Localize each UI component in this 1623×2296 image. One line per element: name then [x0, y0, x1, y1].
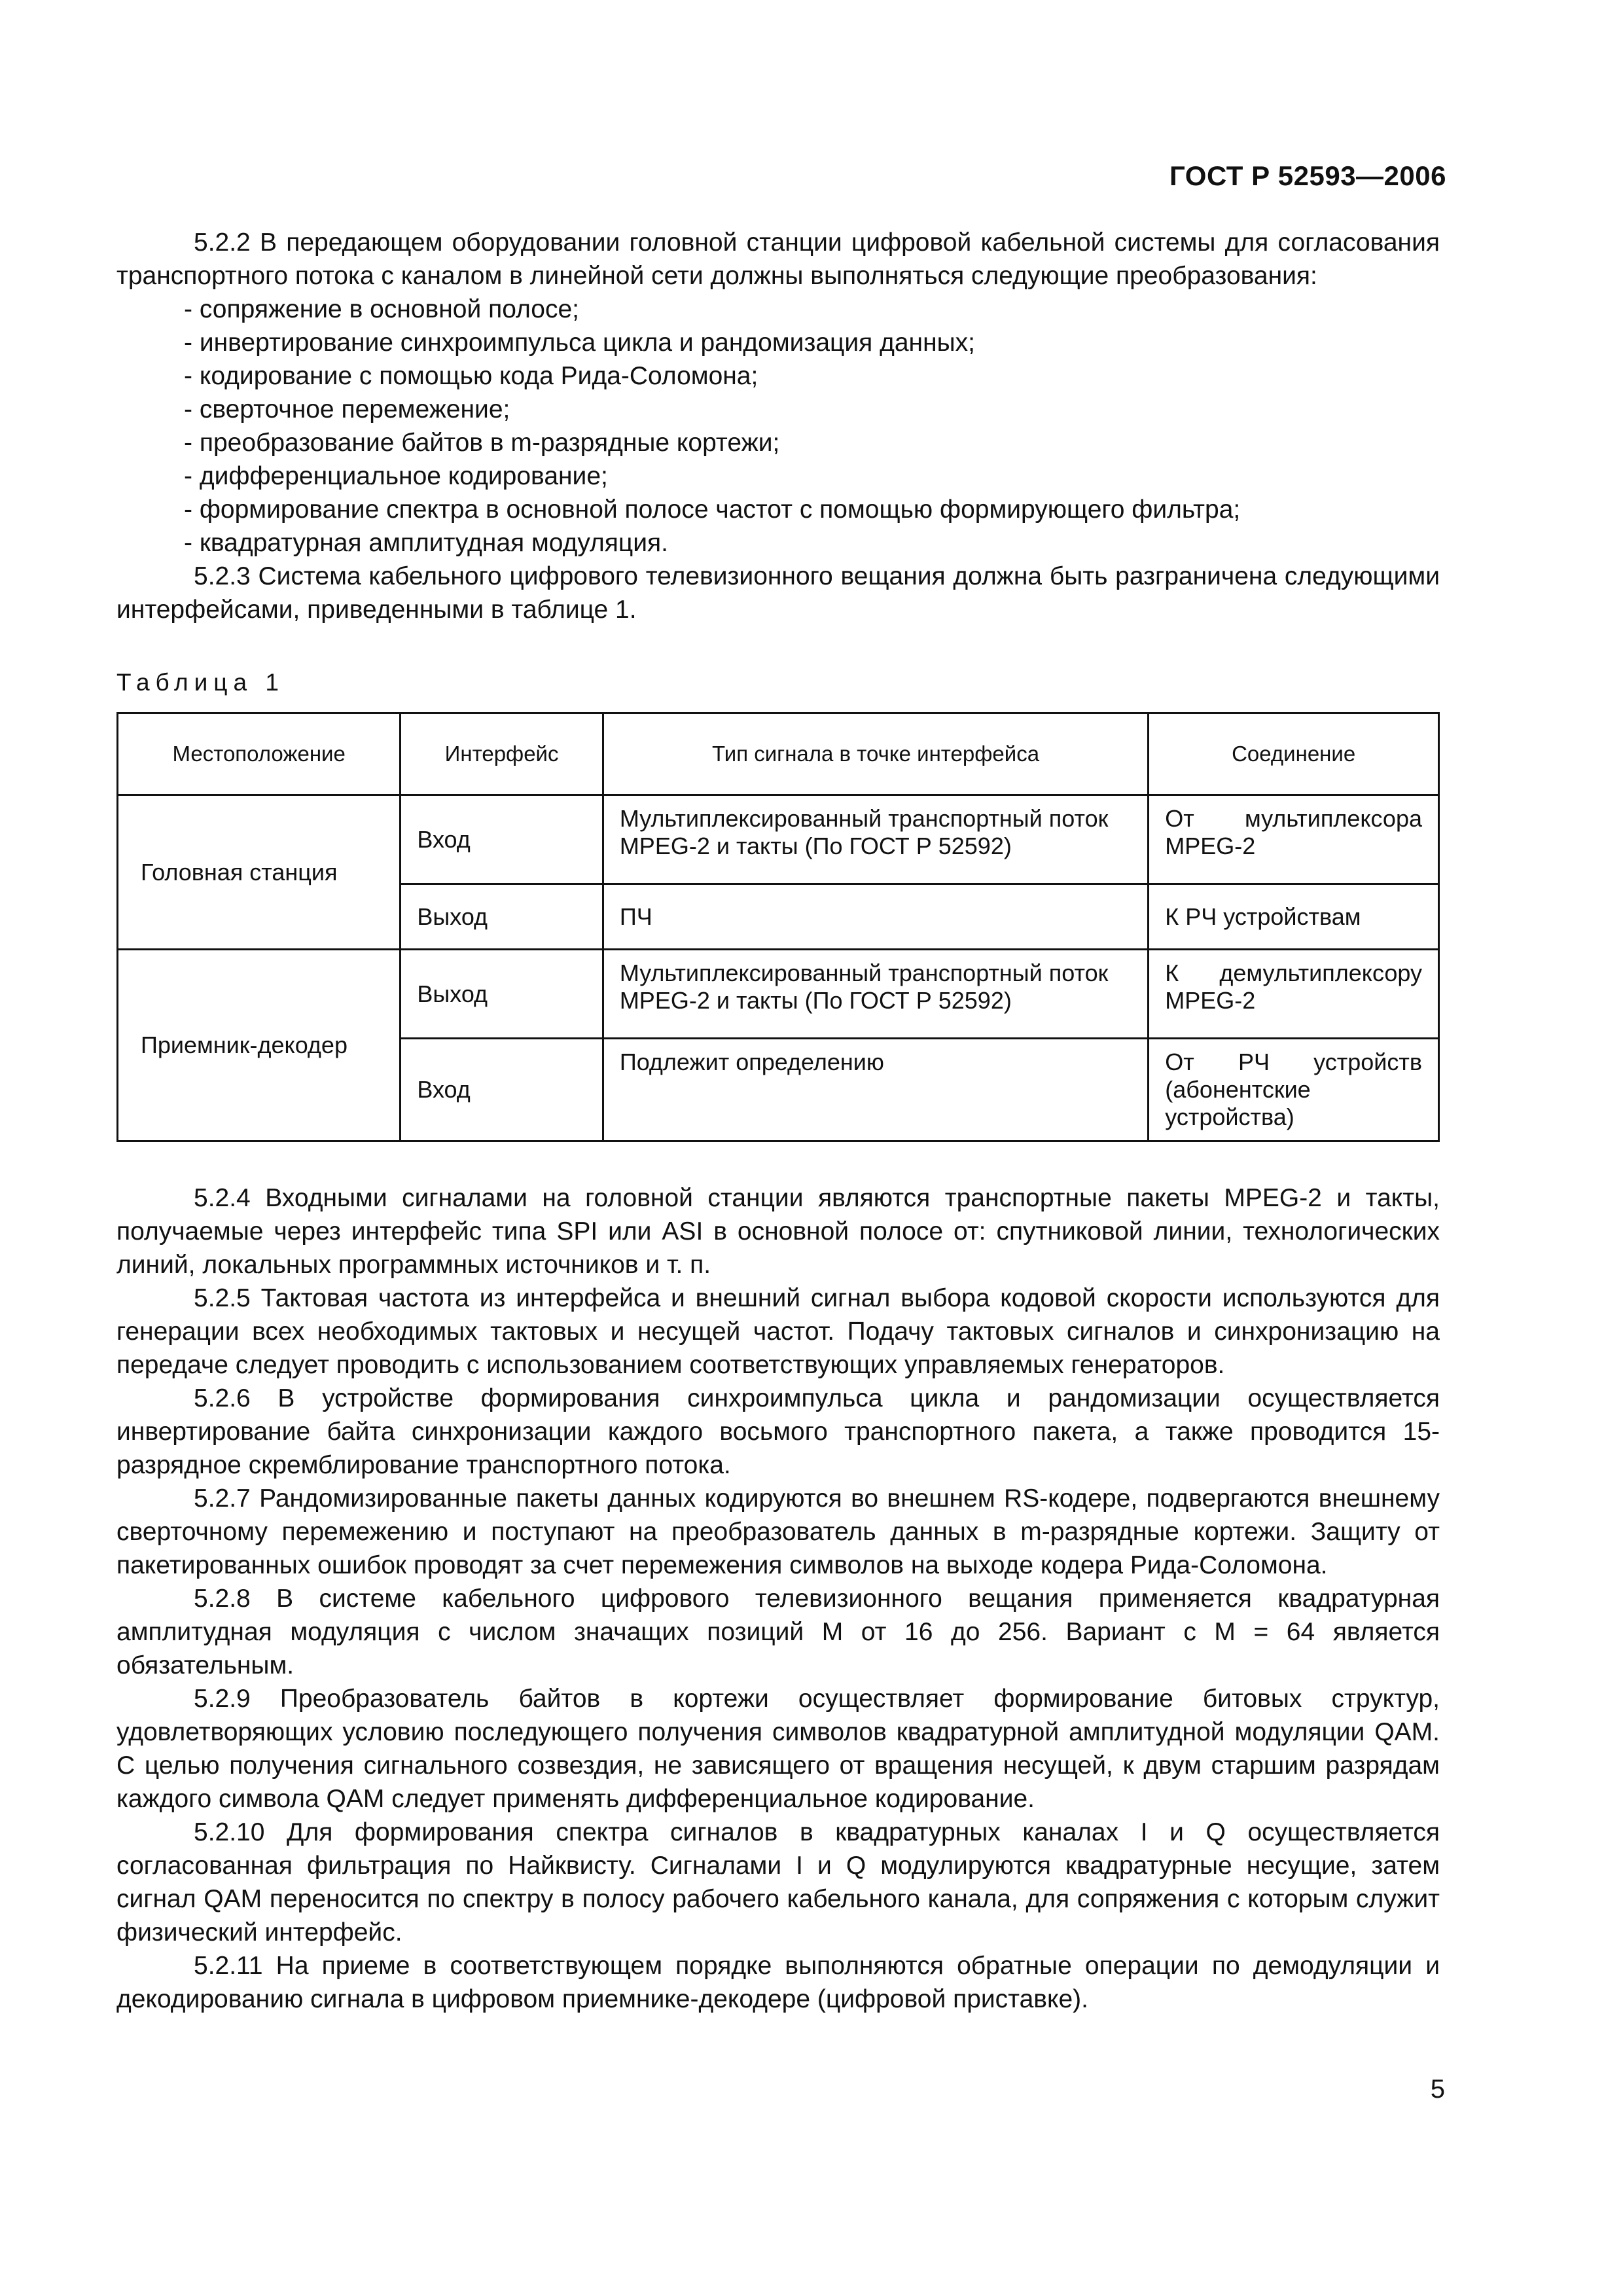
list-item: - сопряжение в основной полосе; [184, 293, 1440, 326]
list-item: - формирование спектра в основной полосе частот с помощью формирующего фильтра; [184, 493, 1440, 526]
paragraph-5-2-10: 5.2.10 Для формирования спектра сигналов в квадратурных каналах I и Q осуществляется согласованная фильтрация по Найквисту. Сигналами I и Q модулируются квадратурные несущие, затем сигнал QAM переносится по спектру в полосу рабочего кабельного канала, для сопряжения с которым служит физический интерфейс. [116, 1818, 1440, 1946]
table-row [118, 950, 1439, 1039]
interface-cell: Вход [401, 1039, 603, 1141]
header-interface: Интерфейс [401, 713, 603, 795]
table-row [118, 795, 1439, 884]
list-item: - сверточное перемежение; [184, 393, 1440, 426]
paragraph-5-2-8: 5.2.8 В системе кабельного цифрового телевизионного вещания применяется квадратурная амплитудная модуляция с числом значащих позиций M от 16 до 256. Вариант с M = 64 является обязательным. [116, 1585, 1440, 1679]
interface-cell: Выход [401, 884, 603, 950]
paragraph-5-2-5: 5.2.5 Тактовая частота из интерфейса и внешний сигнал выбора кодовой скорости используются для генерации всех необходимых тактовых и несущей частот. Подачу тактовых сигналов и синхронизацию на передаче следует проводить с использованием соответствующих управляемых генераторов. [116, 1284, 1440, 1379]
signal-cell: Подлежит определению [603, 1039, 1148, 1141]
list-item: - инвертирование синхроимпульса цикла и рандомизация данных; [184, 326, 1440, 359]
list-item: - преобразование байтов в m-разрядные кортежи; [184, 426, 1440, 459]
location-cell: Головная станция [118, 795, 401, 950]
connection-cell: От мультиплексора MPEG-2 [1149, 795, 1439, 884]
paragraph-5-2-3: 5.2.3 Система кабельного цифрового телевизионного вещания должна быть разграничена следующими интерфейсами, приведенными в таблице 1. [116, 562, 1440, 624]
location-cell: Приемник-декодер [118, 950, 401, 1141]
list-item: - кодирование с помощью кода Рида-Соломона; [184, 359, 1440, 393]
paragraph-5-2-9: 5.2.9 Преобразователь байтов в кортежи осуществляет формирование битовых структур, удовлетворяющих условию последующего получения символов квадратурной амплитудной модуляции QAM. С целью получения сигнального созвездия, не зависящего от вращения несущей, к двум старшим разрядам каждого символа QAM следует применять дифференциальное кодирование. [116, 1685, 1440, 1813]
paragraph-5-2-4: 5.2.4 Входными сигналами на головной станции являются транспортные пакеты MPEG-2 и такты, получаемые через интерфейс типа SPI или ASI в основной полосе от: спутниковой линии, технологических линий, локальных программных источников и т. п. [116, 1184, 1440, 1279]
header-location: Местоположение [118, 713, 401, 795]
header-signal-type: Тип сигнала в точке интерфейса [603, 713, 1148, 795]
signal-cell: ПЧ [603, 884, 1148, 950]
paragraph-5-2-2: 5.2.2 В передающем оборудовании головной станции цифровой кабельной системы для согласования транспортного потока с каналом в линейной сети должны выполняться следующие преобразования: [116, 228, 1440, 290]
paragraph-5-2-11: 5.2.11 На приеме в соответствующем порядке выполняются обратные операции по демодуляции и декодированию сигнала в цифровом приемнике-декодере (цифровой приставке). [116, 1952, 1440, 2013]
connection-cell: К демультиплексору MPEG-2 [1149, 950, 1439, 1039]
paragraph-5-2-6: 5.2.6 В устройстве формирования синхроимпульса цикла и рандомизации осуществляется инвертирование байта синхронизации каждого восьмого транспортного пакета, а также проводится 15-разрядное скремблирование транспортного потока. [116, 1384, 1440, 1479]
signal-cell: Мультиплексированный транспортный поток MPEG-2 и такты (По ГОСТ Р 52592) [603, 795, 1148, 884]
list-item: - квадратурная амплитудная модуляция. [184, 526, 1440, 560]
connection-cell: К РЧ устройствам [1149, 884, 1439, 950]
paragraph-5-2-7: 5.2.7 Рандомизированные пакеты данных кодируются во внешнем RS-кодере, подвергаются внешнему сверточному перемежению и поступают на преобразователь данных в m-разрядные кортежи. Защиту от пакетированных ошибок проводят за счет перемежения символов на выходе кодера Рида-Соломона. [116, 1484, 1440, 1579]
page-content [116, 226, 1440, 2016]
signal-cell: Мультиплексированный транспортный поток MPEG-2 и такты (По ГОСТ Р 52592) [603, 950, 1148, 1039]
interface-cell: Выход [401, 950, 603, 1039]
table-header-row [118, 713, 1439, 795]
table-caption: Таблица 1 [116, 669, 285, 696]
transform-list [116, 293, 1440, 560]
header-connection: Соединение [1149, 713, 1439, 795]
page-number: 5 [1430, 2075, 1445, 2104]
interfaces-table [116, 712, 1440, 1142]
connection-cell: От РЧ устройств (абонентские устройства) [1149, 1039, 1439, 1141]
document-header: ГОСТ Р 52593—2006 [1169, 160, 1446, 191]
interface-cell: Вход [401, 795, 603, 884]
list-item: - дифференциальное кодирование; [184, 459, 1440, 493]
